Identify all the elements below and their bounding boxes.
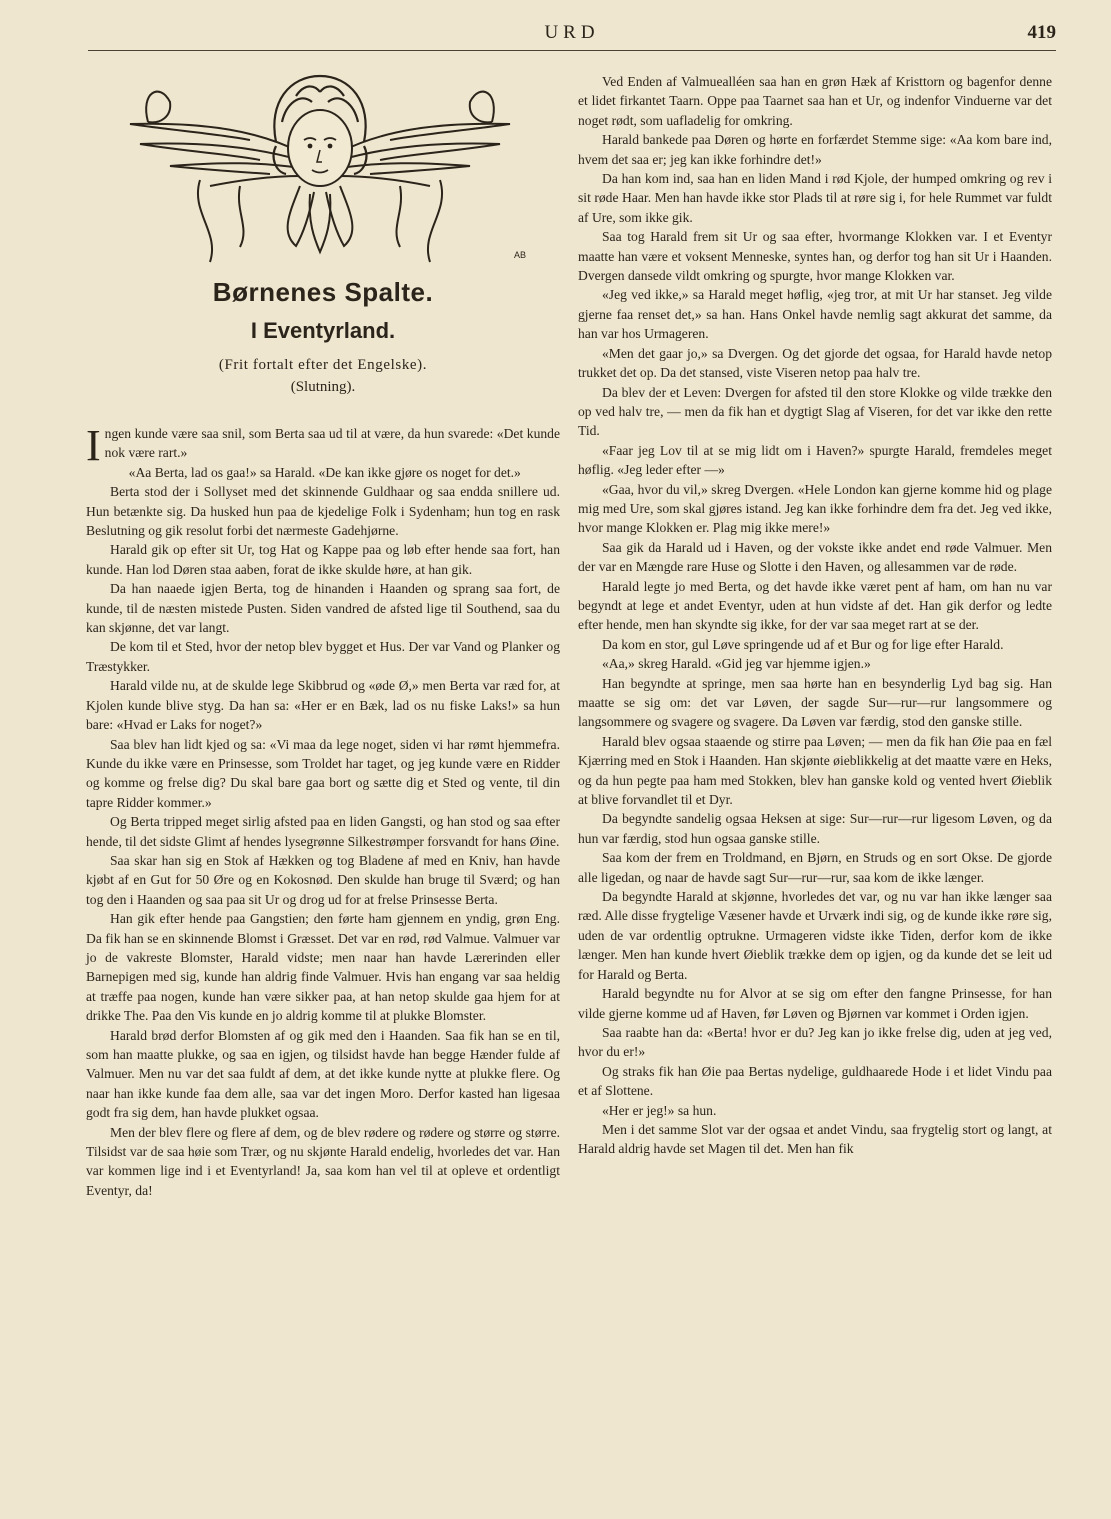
- paragraph: Men i det samme Slot var der ogsaa et andet Vindu, saa frygtelig stort og langt, at Harald aldrig havde set Magen til det. Men han fik: [578, 1121, 1052, 1157]
- story-title: I Eventyrland.: [250, 318, 396, 343]
- paragraph: Harald vilde nu, at de skulde lege Skibbrud og «øde Ø,» men Berta var ræd for, at Kjolen kunde blive styg. Da han sa: «Her er en Bæk, lad os nu fiske Laks!» sa hun bare: «Hvad er Laks for noget?»: [86, 678, 560, 733]
- paragraph: Harald brød derfor Blomsten af og gik med den i Haanden. Saa fik han se en til, som han maatte plukke, og saa en igjen, og tilsidst havde han begge Hænder fulde af Valmuer. Men nu var det saa fuldt af dem, at det ikke kunde nytte at plukke flere. Og naar han ikke kunde faa dem alle, saa var det ingen Moro. Derfor kasted han ligesaa godt fra sig dem, han havde plukket ogsaa.: [86, 1027, 560, 1121]
- paragraph: Saa tog Harald frem sit Ur og saa efter, hvormange Klokken var. I et Eventyr maatte han være et voksent Menneske, syntes han, og derfor tog han sit Ur i Haanden. Dvergen dansede vildt omkring og spurgte, hvor mange Klokken var.: [578, 229, 1052, 284]
- paragraph: Harald legte jo med Berta, og det havde ikke været pent af ham, om han nu var begyndt at lege et andet Eventyr, uden at hun vidste af det. Han gik derfor og ledte efter hende, men han skyndte sig ikke, for der var saa meget rart at se der.: [578, 578, 1052, 633]
- drop-cap: I: [86, 421, 101, 470]
- journal-title: URD: [544, 22, 600, 43]
- paragraph: «Men det gaar jo,» sa Dvergen. Og det gjorde det ogsaa, for Harald havde netop trukket det op. Da det stansed, viste Viseren netop paa halv tre.: [578, 345, 1052, 381]
- paragraph-first: [86, 421, 560, 470]
- paragraph: Og Berta tripped meget sirlig afsted paa en liden Gangsti, og han stod og saa efter hende, til det sidste Glimt af hendes lysegrønne Silkestrømper forsvandt for hans Øine.: [86, 814, 560, 849]
- paragraph: Han begyndte at springe, men saa hørte han en besynderlig Lyd bag sig. Han maatte se sig om: det var Løven, der sagde Sur—rur—rur langsommere og langsommere og svagere og svagere. Da Løven var færdig, stod den ganske stille.: [578, 675, 1052, 730]
- paragraph: Men der blev flere og flere af dem, og de blev rødere og rødere og større og større. Tilsidst var de saa høie som Trær, og nu skjønte Harald endelig, hvorledes det var. Han var kommen lige ind i et Eventyrland! Ja, saa kom han vel til at opleve et ordentligt Eventyr, da!: [86, 1124, 560, 1198]
- paragraph-first-text: ngen kunde være saa snil, som Berta saa ud til at være, da hun svarede: «Det kunde nok være rart.»: [104, 426, 560, 461]
- paragraph: Saa gik da Harald ud i Haven, og der vokste ikke andet end røde Valmuer. Men der var en Mængde rare Huse og Slotte i den Haven, og allesammen var de røde.: [578, 539, 1052, 575]
- paragraph: «Faar jeg Lov til at se mig lidt om i Haven?» spurgte Harald, fremdeles meget høflig. «Jeg leder efter —»: [578, 442, 1052, 478]
- left-column: [86, 60, 560, 1200]
- cherub-vignette: [86, 60, 560, 270]
- paragraph: Harald blev ogsaa staaende og stirre paa Løven; — men da fik han Øie paa en fæl Kjærring med en Stok i Haanden. Han skjønte øieblikkelig at det maatte være en Heks, og da hun pegte paa ham med Stokken, blev han ganske kold og vented hvert Øieblik at blive forvandlet til et Dyr.: [578, 733, 1052, 808]
- paragraph: Saa blev han lidt kjed og sa: «Vi maa da lege noget, siden vi har rømt hjemmefra. Kunde du ikke være en Prinsesse, som Troldet har taget, og jeg kunde være en Ridder og komme og frelse dig? Du skal bare gaa bort og sætte dig et Sted og vente, til din tapre Ridder kommer.»: [86, 736, 560, 810]
- cherub-illustration: [100, 62, 540, 268]
- paragraph: Da kom en stor, gul Løve springende ud af et Bur og for lige efter Harald.: [602, 636, 1004, 652]
- section-title: Børnenes Spalte.: [212, 277, 434, 307]
- running-head: [88, 20, 1056, 51]
- paragraph: Saa raabte han da: «Berta! hvor er du? Jeg kan jo ikke frelse dig, uden at jeg ved, hvor du er!»: [578, 1024, 1052, 1060]
- paragraph: «Aa Berta, lad os gaa!» sa Harald. «De kan ikke gjøre os noget for det.»: [128, 464, 521, 480]
- paragraph: «Her er jeg!» sa hun.: [602, 1102, 717, 1118]
- paragraph: Da begyndte sandelig ogsaa Heksen at sige: Sur—rur—rur ligesom Løven, og da hun var færdig, stod hun ogsaa ganske stille.: [578, 811, 1052, 846]
- paragraph: Berta stod der i Sollyset med det skinnende Guldhaar og saa endda snillere ud. Hun betænkte sig. Da husked hun paa de kjedelige Folk i Sydenham; hun tog en rask Beslutning og gik resolut forbi det nærmeste Gadehjørne.: [86, 484, 560, 539]
- paragraph: Han gik efter hende paa Gangstien; den førte ham gjennem en yndig, grøn Eng. Da fik han se en skinnende Blomst i Græsset. Det var en rød, rød Valmue. Valmuer var jo de vakreste Blomster, Harald vidste; men naar han havde Lærerinden eller Barnepigen med sig, kunde han aldrig finde Valmuer. Hvis han engang var saa heldig at træffe paa nogen, kunde han være sikker paa, at han netop skulde gaa hjem for at drikke The. Paa den Vis kunde en jo aldrig komme til at plukke Blomster.: [86, 911, 560, 1024]
- page-number: 419: [1027, 22, 1056, 43]
- paragraph: Og straks fik han Øie paa Bertas nydelige, guldhaarede Hode i et lidet Vindu paa et af Slottene.: [578, 1063, 1052, 1099]
- story-subtitle: (Frit fortalt efter det Engelske).: [218, 357, 428, 373]
- paragraph: Da blev der et Leven: Dvergen for afsted til den store Klokke og vilde trække den op ved halv tre, — men da fik han et dygtigt Slag af Viseren, for det var ikke den rette Tid.: [578, 384, 1052, 439]
- paragraph: Harald gik op efter sit Ur, tog Hat og Kappe paa og løb efter hende saa fort, han kunde. Han lod Døren staa aaben, forat de ikke skulde høre, at han gik.: [86, 542, 560, 577]
- right-column: [578, 72, 1052, 1159]
- artist-monogram: AB: [514, 250, 527, 260]
- paragraph: De kom til et Sted, hvor der netop blev bygget et Hus. Der var Vand og Planker og Træstykker.: [86, 639, 560, 674]
- paragraph: Da begyndte Harald at skjønne, hvorledes det var, og nu var han ikke længer saa ræd. Alle disse frygtelige Væsener havde et Urværk indi sig, og de kunde ikke røre sig, uden de var ordentlig optrukne. Urmageren vidste ikke Tiden, derfor kom de ikke længer. Men han kunde hvert Øieblik trække dem op igjen, og da kunde det se leit ud for Harald og Berta.: [578, 889, 1052, 982]
- paragraph: Saa kom der frem en Troldmand, en Bjørn, en Struds og en sort Okse. De gjorde alle ligedan, og naar de havde sagt Sur—rur—rur, saa kom de ikke længer.: [578, 850, 1052, 885]
- paragraph: «Aa,» skreg Harald. «Gid jeg var hjemme igjen.»: [602, 656, 871, 672]
- paragraph: Harald bankede paa Døren og hørte en forfærdet Stemme sige: «Aa kom bare ind, hvem det saa er; jeg kan ikke forhindre det!»: [578, 132, 1052, 167]
- story-part-label: (Slutning).: [290, 379, 356, 395]
- paragraph: Da han kom ind, saa han en liden Mand i rød Kjole, der humped omkring og rev i sit røde Haar. Men han havde ikke stor Plads til at røre sig i, for hele Rummet var fuldt af Ure, som ikke gik.: [578, 171, 1052, 225]
- paragraph: Saa skar han sig en Stok af Hækken og tog Bladene af med en Kniv, han havde kjøbt af en Gut for 50 Øre og en Kokosnød. Den skulde han bruge til Sværd; og han tog den i Haanden og saa paa sit Ur og drog ud for at frelse Prinsesse Berta.: [86, 852, 560, 907]
- paragraph: Harald begyndte nu for Alvor at se sig om efter den fangne Prinsesse, for han vilde gjerne komme ud af Haven, før Løven og Bjørnen var kommet i Orden igjen.: [578, 986, 1052, 1021]
- paragraph: Da han naaede igjen Berta, tog de hinanden i Haanden og sprang saa fort, de kunde, til de næsten mistede Pusten. Siden vandred de afsted lige til Southend, saa du kan skjønne, det var langt.: [86, 581, 560, 636]
- paragraph: «Jeg ved ikke,» sa Harald meget høflig, «jeg tror, at mit Ur har stanset. Jeg vilde gjerne faa renset det,» sa han. Hans Onkel havde nemlig sagt akkurat det samme, da han var hos Urmageren.: [578, 287, 1052, 342]
- paragraph: Ved Enden af Valmuealléen saa han en grøn Hæk af Kristtorn og bagenfor denne et lidet firkantet Taarn. Oppe paa Taarnet saa han et Ur, og indenfor Vinduerne var det noget rødt, som uafladelig for omkring.: [578, 74, 1052, 128]
- paragraph: «Gaa, hvor du vil,» skreg Dvergen. «Hele London kan gjerne komme hid og plage mig med Ure, som skal gjøres istand. Jeg kan ikke forhindre dem fra det. Jeg ved ikke, hvor mange Klokken er. Plag mig ikke mere!»: [578, 481, 1052, 536]
